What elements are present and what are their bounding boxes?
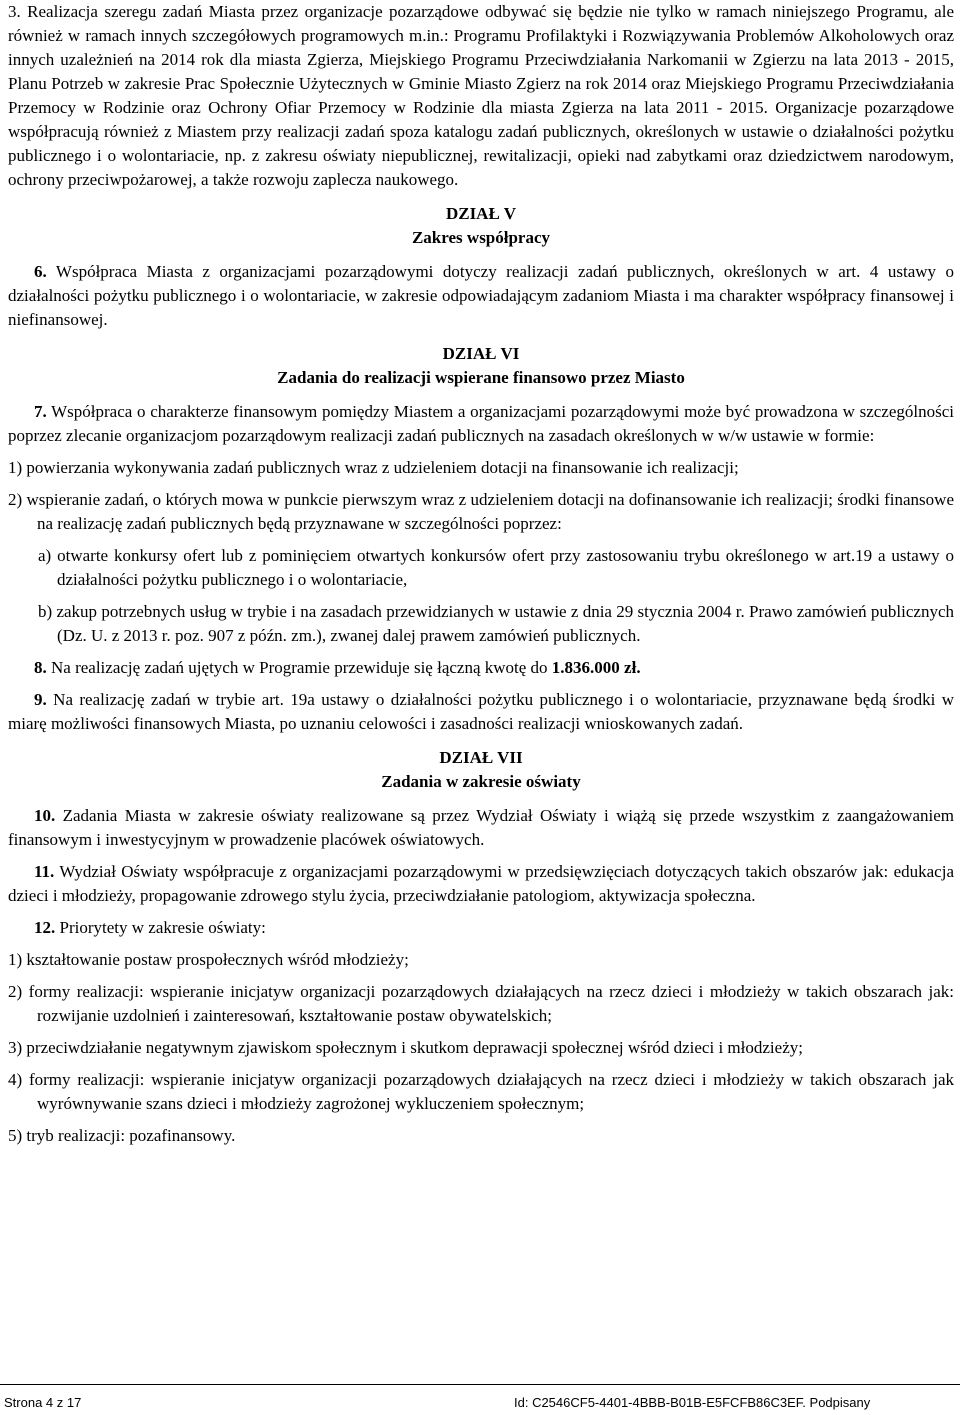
paragraph-number: 10.	[34, 806, 56, 825]
list-item: 1) kształtowanie postaw prospołecznych wśród młodzieży;	[8, 950, 409, 969]
paragraph-11	[8, 860, 954, 908]
sub-list-item: a) otwarte konkursy ofert lub z pominięciem otwartych konkursów ofert przy zastosowaniu trybu określonego w art.19 a ustawy o działalności pożytku publicznego i o wolontariacie,	[38, 546, 954, 589]
list-item: 3) przeciwdziałanie negatywnym zjawiskom społecznym i skutkom deprawacji społecznej wśród dzieci i młodzieży;	[8, 1038, 803, 1057]
sub-list-item: b) zakup potrzebnych usług w trybie i na zasadach przewidzianych w ustawie z dnia 29 stycznia 2004 r. Prawo zamówień publicznych (Dz. U. z 2013 r. poz. 907 z późn. zm.), zwanej dalej prawem zamówień publicznych.	[38, 602, 954, 645]
document-body	[8, 0, 954, 1148]
paragraph-number: 7.	[34, 402, 47, 421]
paragraph-10	[8, 804, 954, 852]
section-5-title: DZIAŁ V	[445, 204, 517, 223]
paragraph-number: 9.	[34, 690, 47, 709]
paragraph-text: Na realizację zadań ujętych w Programie przewiduje się łączną kwotę do	[46, 658, 552, 677]
paragraph-9	[8, 688, 954, 736]
paragraph-number: 8.	[34, 658, 47, 677]
section-5-subtitle: Zakres współpracy	[411, 228, 551, 247]
paragraph-text: Wydział Oświaty współpracuje z organizacjami pozarządowymi w przedsięwzięciach dotyczących takich obszarów jak: edukacja dzieci i młodzieży, propagowanie zdrowego stylu życia, przeciwdziałanie patologiom, aktywizacja społeczna.	[8, 862, 954, 905]
paragraph-number: 12.	[34, 918, 56, 937]
paragraph-text: Współpraca Miasta z organizacjami pozarządowymi dotyczy realizacji zadań publicznych, określonych w art. 4 ustawy o działalności pożytku publicznego i o wolontariacie, w zakresie odpowiadającym zadaniom Miasta i ma charakter współpracy finansowej i niefinansowej.	[8, 262, 954, 329]
section-6-subtitle: Zadania do realizacji wspierane finansowo przez Miasto	[277, 368, 685, 387]
paragraph-3: 3. Realizacja szeregu zadań Miasta przez organizacje pozarządowe odbywać się będzie nie tylko w ramach niniejszego Programu, ale również w ramach innych szczegółowych programowych m.in.: Programu Profilaktyki i Rozwiązywania Problemów Alkoholowych oraz innych uzależnień na 2014 rok dla miasta Zgierza, Miejskiego Programu Przeciwdziałania Narkomanii w Zgierzu na lata 2013 - 2015, Planu Potrzeb w zakresie Prac Społecznie Użytecznych w Gminie Miasto Zgierz na rok 2014 oraz Miejskiego Programu Przeciwdziałania Przemocy w Rodzinie oraz Ochrony Ofiar Przemocy w Rodzinie dla miasta Zgierza na lata 2011 - 2015. Organizacje pozarządowe współpracują również z Miastem przy realizacji zadań spoza katalogu zadań publicznych, określonych w ustawie o działalności pożytku publicznego i o wolontariacie, np. z zakresu oświaty niepublicznej, rewitalizacji, opieki nad zabytkami oraz dziedzictwem narodowym, ochrony przeciwpożarowej, a także rozwoju zaplecza naukowego.	[8, 2, 954, 189]
list-item: 2) wspieranie zadań, o których mowa w punkcie pierwszym wraz z udzieleniem dotacji na dofinansowanie ich realizacji; środki finansowe na realizację zadań publicznych będą przyznawane w szczególności poprzez:	[8, 490, 954, 533]
funding-amount: 1.836.000 zł.	[551, 658, 641, 677]
section-7-subtitle: Zadania w zakresie oświaty	[381, 772, 581, 791]
paragraph-6	[8, 260, 954, 332]
paragraph-number: 6.	[34, 262, 47, 281]
paragraph-text: Na realizację zadań w trybie art. 19a ustawy o działalności pożytku publicznego i o wolontariacie, przyznawane będą środki w miarę możliwości finansowych Miasta, po uznaniu celowości i zasadności realizacji wnioskowanych zadań.	[8, 690, 954, 733]
page-number: Strona 4 z 17	[4, 1395, 82, 1410]
section-6-title: DZIAŁ VI	[442, 344, 520, 363]
section-7-title: DZIAŁ VII	[439, 748, 523, 767]
paragraph-text: Współpraca o charakterze finansowym pomiędzy Miastem a organizacjami pozarządowymi może być prowadzona w szczególności poprzez zlecanie organizacjom pozarządowym realizacji zadań publicznych na zasadach określonych w w/w ustawie w formie:	[8, 402, 954, 445]
list-item: 4) formy realizacji: wspieranie inicjatyw organizacji pozarządowych działających na rzecz dzieci i młodzieży w takich obszarach jak wyrównywanie szans dzieci i młodzieży zagrożonej wykluczeniem społecznym;	[8, 1070, 954, 1113]
list-item: 1) powierzania wykonywania zadań publicznych wraz z udzieleniem dotacji na finansowanie ich realizacji;	[8, 458, 739, 477]
page-footer	[0, 1384, 960, 1412]
list-item: 2) formy realizacji: wspieranie inicjatyw organizacji pozarządowych działających na rzecz dzieci i młodzieży w takich obszarach jak: rozwijanie uzdolnień i zainteresowań, kształtowanie postaw obywatelskich;	[8, 982, 954, 1025]
paragraph-text: Priorytety w zakresie oświaty:	[55, 918, 266, 937]
document-id: Id: C2546CF5-4401-4BBB-B01B-E5FCFB86C3EF. Podpisany	[514, 1395, 871, 1410]
paragraph-text: Zadania Miasta w zakresie oświaty realizowane są przez Wydział Oświaty i wiążą się przede wszystkim z zaangażowaniem finansowym i inwestycyjnym w prowadzenie placówek oświatowych.	[8, 806, 954, 849]
paragraph-number: 11.	[34, 862, 55, 881]
paragraph-12	[8, 916, 954, 940]
paragraph-8	[8, 656, 954, 680]
list-item: 5) tryb realizacji: pozafinansowy.	[8, 1126, 236, 1145]
paragraph-7	[8, 400, 954, 448]
